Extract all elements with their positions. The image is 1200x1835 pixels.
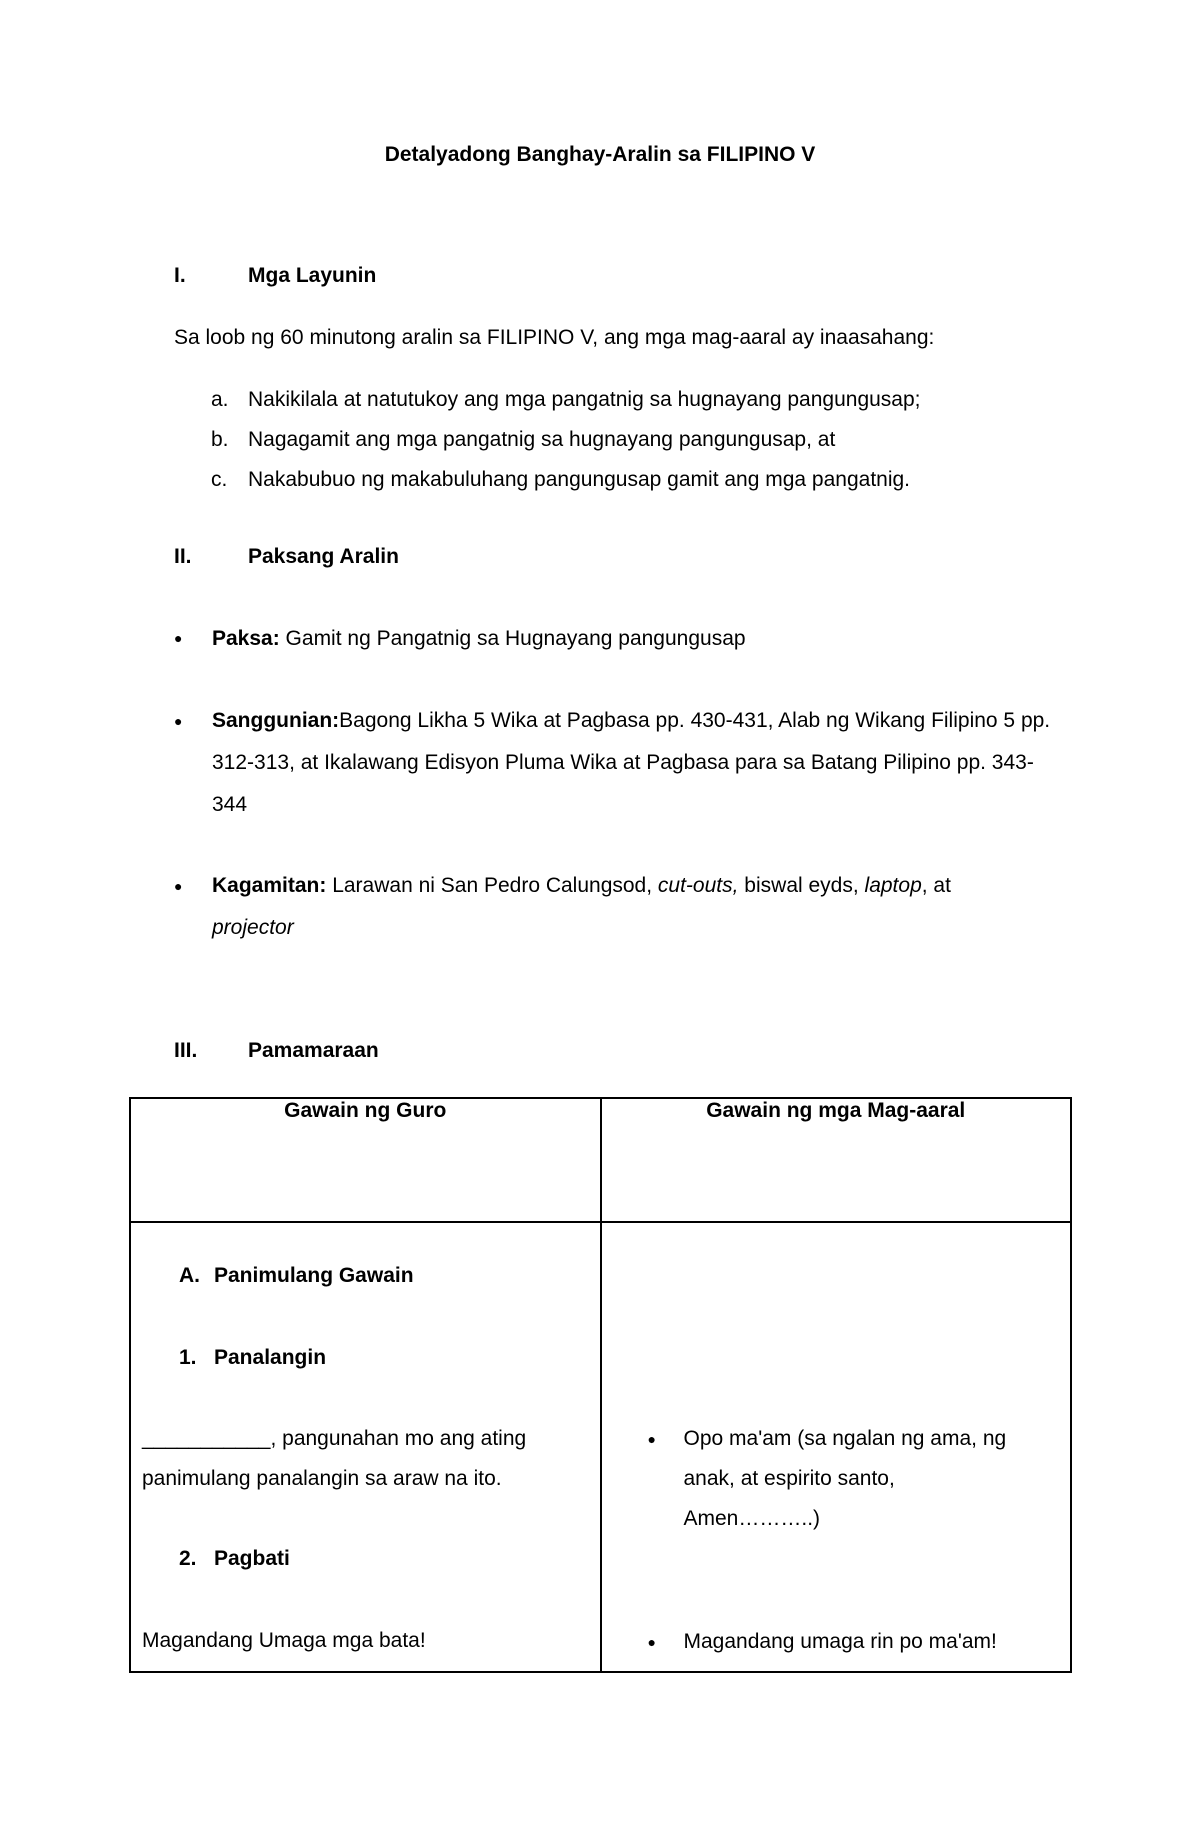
paksa-text: Gamit ng Pangatnig sa Hugnayang pangungusap: [279, 627, 746, 650]
kagamitan-italic: laptop: [864, 874, 922, 897]
kagamitan-text: Larawan ni San Pedro Calungsod,: [326, 874, 658, 897]
kagamitan-italic: cut-outs,: [657, 874, 739, 897]
step-number: 1.: [179, 1346, 197, 1369]
bullet-icon: ●: [647, 1431, 656, 1447]
step-title: Panimulang Gawain: [214, 1264, 414, 1287]
kagamitan-label: Kagamitan:: [212, 874, 327, 897]
objective-text: Nagagamit ang mga pangatnig sa hugnayang pangungusap, at: [248, 428, 836, 451]
teacher-line: Magandang Umaga mga bata!: [142, 1629, 426, 1652]
bullet-icon: ●: [647, 1634, 656, 1650]
step-title: Panalangin: [214, 1346, 327, 1369]
student-line: Opo ma'am (sa ngalan ng ama, ng: [683, 1427, 1007, 1450]
section-number: I.: [174, 264, 186, 287]
teacher-line: ___________, pangunahan mo ang ating: [142, 1427, 527, 1450]
paksa-line: [212, 627, 746, 651]
section-title: Paksang Aralin: [248, 545, 399, 568]
section-number: II.: [174, 545, 192, 568]
teacher-line: panimulang panalangin sa araw na ito.: [142, 1467, 502, 1490]
bullet-icon: ●: [174, 630, 183, 646]
objective-letter: c.: [211, 468, 228, 491]
student-line: anak, at espirito santo,: [683, 1467, 895, 1490]
student-line: Magandang umaga rin po ma'am!: [683, 1630, 997, 1653]
section-title: Mga Layunin: [248, 264, 377, 287]
kagamitan-text: biswal eyds,: [738, 874, 865, 897]
step-title: Pagbati: [214, 1547, 290, 1570]
student-line: Amen………..): [683, 1507, 821, 1530]
bullet-icon: ●: [174, 878, 183, 894]
student-cell: [601, 1222, 1072, 1672]
kagamitan-text: , at: [921, 874, 951, 897]
objective-letter: b.: [211, 428, 229, 451]
sanggunian-label: Sanggunian:: [212, 709, 340, 732]
document-title: Detalyadong Banghay-Aralin sa FILIPINO V: [384, 143, 816, 166]
step-number: 2.: [179, 1547, 197, 1570]
sanggunian-paragraph: [212, 700, 1052, 826]
bullet-icon: ●: [174, 713, 183, 729]
section-number: III.: [174, 1039, 198, 1062]
table-row: [130, 1222, 1071, 1672]
objectives-intro: Sa loob ng 60 minutong aralin sa FILIPINO V, ang mga mag-aaral ay inaasahang:: [174, 326, 935, 349]
objective-letter: a.: [211, 388, 229, 411]
procedure-table: [129, 1097, 1072, 1673]
objective-text: Nakabubuo ng makabuluhang pangungusap gamit ang mga pangatnig.: [248, 468, 911, 491]
table-header-row: [130, 1098, 1071, 1222]
header-student: Gawain ng mga Mag-aaral: [601, 1098, 1072, 1222]
teacher-cell: [130, 1222, 601, 1672]
step-letter: A.: [179, 1264, 200, 1287]
objective-text: Nakikilala at natutukoy ang mga pangatnig sa hugnayang pangungusap;: [248, 388, 921, 411]
kagamitan-italic: projector: [212, 916, 294, 939]
kagamitan-paragraph: [212, 865, 1062, 949]
section-title: Pamamaraan: [248, 1039, 379, 1062]
paksa-label: Paksa:: [212, 627, 280, 650]
sanggunian-text: Bagong Likha 5 Wika at Pagbasa pp. 430-431, Alab ng Wikang Filipino 5 pp. 312-313, at Ikalawang Edisyon Pluma Wika at Pagbasa para sa Batang Pilipino pp. 343-344: [212, 709, 1051, 816]
header-teacher: Gawain ng Guro: [130, 1098, 601, 1222]
